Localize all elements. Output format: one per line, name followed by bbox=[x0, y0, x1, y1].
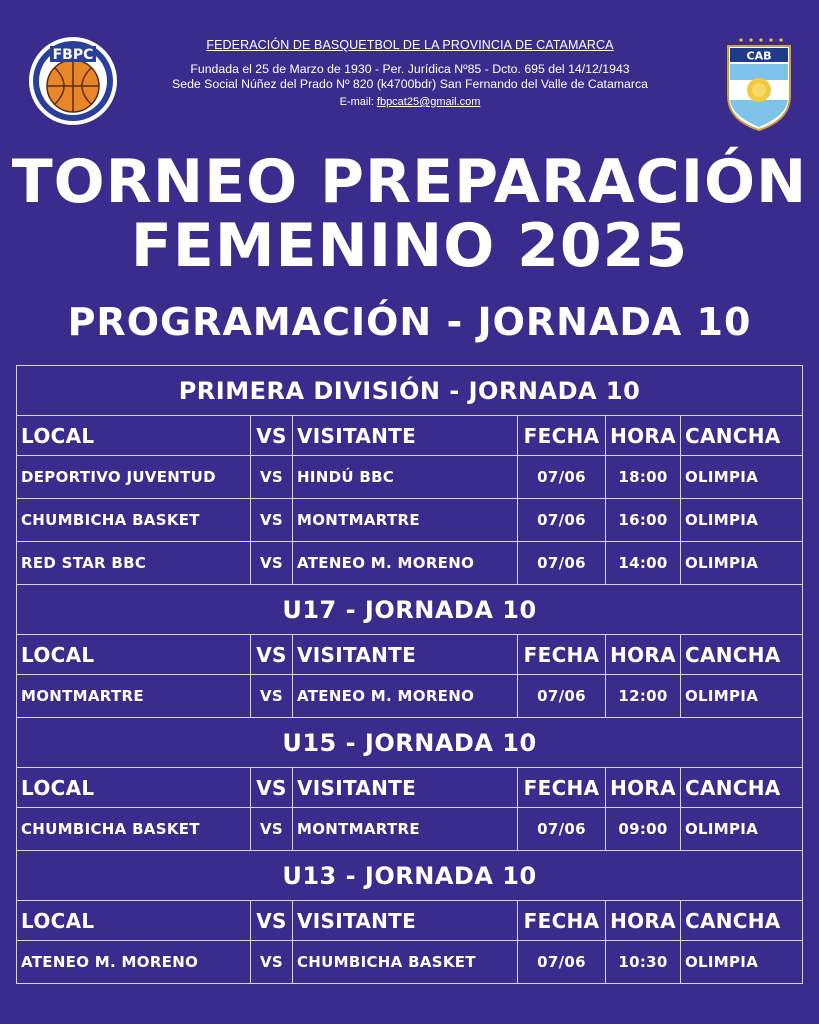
column-header-local: LOCAL bbox=[17, 416, 251, 456]
subtitle: PROGRAMACIÓN - JORNADA 10 bbox=[67, 300, 752, 344]
match-local: RED STAR BBC bbox=[17, 542, 251, 585]
match-fecha: 07/06 bbox=[518, 456, 606, 499]
match-local: MONTMARTRE bbox=[17, 675, 251, 718]
email-link[interactable]: fbpcat25@gmail.com bbox=[376, 96, 481, 108]
column-header-vs: VS bbox=[251, 901, 293, 941]
fbpc-logo-text: FBPC bbox=[52, 47, 94, 63]
match-fecha: 07/06 bbox=[518, 499, 606, 542]
match-vs: VS bbox=[251, 808, 293, 851]
column-header-cancha: CANCHA bbox=[681, 768, 803, 808]
section-title: U15 - JORNADA 10 bbox=[17, 718, 803, 768]
cab-logo-text: CAB bbox=[746, 49, 772, 63]
match-local: CHUMBICHA BASKET bbox=[17, 808, 251, 851]
section-title-row bbox=[17, 851, 803, 901]
column-header-visitante: VISITANTE bbox=[293, 768, 518, 808]
match-visitante: ATENEO M. MORENO bbox=[293, 675, 518, 718]
column-header-row bbox=[17, 416, 803, 456]
column-header-cancha: CANCHA bbox=[681, 901, 803, 941]
match-fecha: 07/06 bbox=[518, 675, 606, 718]
column-header-vs: VS bbox=[251, 635, 293, 675]
email-label: E-mail: bbox=[339, 96, 374, 108]
match-local: DEPORTIVO JUVENTUD bbox=[17, 456, 251, 499]
column-header-cancha: CANCHA bbox=[681, 635, 803, 675]
schedule-table bbox=[16, 365, 803, 984]
column-header-local: LOCAL bbox=[17, 901, 251, 941]
column-header-vs: VS bbox=[251, 416, 293, 456]
match-visitante: CHUMBICHA BASKET bbox=[293, 941, 518, 984]
match-row bbox=[17, 499, 803, 542]
section-title: U13 - JORNADA 10 bbox=[17, 851, 803, 901]
match-hora: 09:00 bbox=[606, 808, 681, 851]
match-cancha: OLIMPIA bbox=[681, 675, 803, 718]
match-hora: 18:00 bbox=[606, 456, 681, 499]
match-vs: VS bbox=[251, 542, 293, 585]
match-cancha: OLIMPIA bbox=[681, 542, 803, 585]
column-header-visitante: VISITANTE bbox=[293, 416, 518, 456]
email-line bbox=[150, 95, 670, 109]
match-hora: 12:00 bbox=[606, 675, 681, 718]
match-fecha: 07/06 bbox=[518, 941, 606, 984]
column-header-row bbox=[17, 768, 803, 808]
section-title: PRIMERA DIVISIÓN - JORNADA 10 bbox=[17, 366, 803, 416]
section-title-row bbox=[17, 366, 803, 416]
match-visitante: ATENEO M. MORENO bbox=[293, 542, 518, 585]
column-header-hora: HORA bbox=[606, 635, 681, 675]
column-header-hora: HORA bbox=[606, 416, 681, 456]
section-title-row bbox=[17, 585, 803, 635]
section-title: U17 - JORNADA 10 bbox=[17, 585, 803, 635]
match-visitante: HINDÚ BBC bbox=[293, 456, 518, 499]
match-row bbox=[17, 808, 803, 851]
column-header-visitante: VISITANTE bbox=[293, 635, 518, 675]
match-vs: VS bbox=[251, 499, 293, 542]
column-header-vs: VS bbox=[251, 768, 293, 808]
founded-line: Fundada el 25 de Marzo de 1930 - Per. Jurídica Nº85 - Dcto. 695 del 14/12/1943 bbox=[190, 62, 630, 76]
address-line: Sede Social Núñez del Prado Nº 820 (k4700bdr) San Fernando del Valle de Catamarca bbox=[172, 77, 648, 91]
match-hora: 16:00 bbox=[606, 499, 681, 542]
match-fecha: 07/06 bbox=[518, 542, 606, 585]
column-header-row bbox=[17, 635, 803, 675]
match-fecha: 07/06 bbox=[518, 808, 606, 851]
title-line-2: FEMENINO 2025 bbox=[130, 211, 689, 281]
column-header-fecha: FECHA bbox=[518, 768, 606, 808]
match-cancha: OLIMPIA bbox=[681, 456, 803, 499]
match-local: CHUMBICHA BASKET bbox=[17, 499, 251, 542]
match-vs: VS bbox=[251, 675, 293, 718]
column-header-row bbox=[17, 901, 803, 941]
column-header-visitante: VISITANTE bbox=[293, 901, 518, 941]
column-header-fecha: FECHA bbox=[518, 635, 606, 675]
match-vs: VS bbox=[251, 941, 293, 984]
match-row bbox=[17, 456, 803, 499]
match-hora: 14:00 bbox=[606, 542, 681, 585]
fbpc-logo bbox=[28, 36, 118, 126]
match-visitante: MONTMARTRE bbox=[293, 499, 518, 542]
column-header-local: LOCAL bbox=[17, 635, 251, 675]
column-header-hora: HORA bbox=[606, 768, 681, 808]
match-row bbox=[17, 675, 803, 718]
column-header-cancha: CANCHA bbox=[681, 416, 803, 456]
column-header-fecha: FECHA bbox=[518, 901, 606, 941]
title-line-1: TORNEO PREPARACIÓN bbox=[11, 147, 808, 217]
match-visitante: MONTMARTRE bbox=[293, 808, 518, 851]
match-cancha: OLIMPIA bbox=[681, 808, 803, 851]
match-cancha: OLIMPIA bbox=[681, 499, 803, 542]
column-header-hora: HORA bbox=[606, 901, 681, 941]
match-vs: VS bbox=[251, 456, 293, 499]
section-title-row bbox=[17, 718, 803, 768]
match-row bbox=[17, 542, 803, 585]
match-local: ATENEO M. MORENO bbox=[17, 941, 251, 984]
match-row bbox=[17, 941, 803, 984]
federation-name: FEDERACIÓN DE BASQUETBOL DE LA PROVINCIA DE CATAMARCA bbox=[206, 38, 614, 52]
match-cancha: OLIMPIA bbox=[681, 941, 803, 984]
column-header-local: LOCAL bbox=[17, 768, 251, 808]
column-header-fecha: FECHA bbox=[518, 416, 606, 456]
federation-info bbox=[150, 38, 670, 109]
match-hora: 10:30 bbox=[606, 941, 681, 984]
cab-logo bbox=[724, 36, 794, 132]
